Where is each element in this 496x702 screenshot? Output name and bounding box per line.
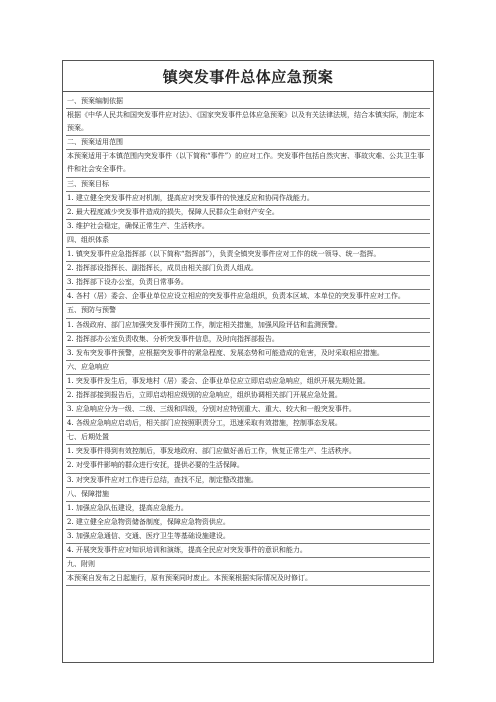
- title-row: [63, 61, 433, 92]
- document-line: 2. 建立健全应急物资储备制度，保障应急物资供应。: [66, 516, 430, 530]
- document-line: 1. 建立健全突发事件应对机制，提高应对突发事件的快速反应和协同作战能力。: [66, 192, 430, 206]
- document-line: 3. 指挥部下设办公室，负责日常事务。: [66, 276, 430, 290]
- document-line: 3. 维护社会稳定，确保正常生产、生活秩序。: [66, 220, 430, 234]
- document-line: 4. 各级应急响应启动后，相关部门应按照职责分工，迅速采取有效措施，控制事态发展。: [66, 417, 430, 431]
- document-line: 3. 对突发事件应对工作进行总结，查找不足，制定整改措施。: [66, 474, 430, 488]
- document-line: 八、保障措施: [66, 488, 430, 502]
- document-line: 一、预案编制依据: [66, 95, 430, 109]
- document-line: 2. 对受事件影响的群众进行安抚，提供必要的生活保障。: [66, 459, 430, 473]
- document-line: 五、预防与预警: [66, 304, 430, 318]
- document-line: 2. 指挥部接到报告后，立即启动相应级别的应急响应，组织协调相关部门开展应急处置。: [66, 389, 430, 403]
- document-line: 1. 突发事件得到有效控制后，事发地政府、部门应做好善后工作，恢复正常生产、生活秩序。: [66, 445, 430, 459]
- document-line: 四、组织体系: [66, 234, 430, 248]
- document-line: 本预案自发布之日起施行，原有预案同时废止。本预案根据实际情况及时修订。: [66, 572, 430, 586]
- document-line: 二、预案适用范围: [66, 136, 430, 150]
- document-line: 3. 加强应急通信、交通、医疗卫生等基础设施建设。: [66, 530, 430, 544]
- document-line: 3. 发布突发事件预警，应根据突发事件的紧急程度、发展态势和可能造成的危害，及时采取相应措施。: [66, 347, 430, 361]
- document-line: 九、附则: [66, 558, 430, 572]
- document-line: 本预案适用于本镇范围内突发事件（以下简称“事件”）的应对工作。突发事件包括自然灾害、事故灾难、公共卫生事件和社会安全事件。: [66, 150, 430, 177]
- document-line: 2. 指挥部设指挥长、副指挥长，成员由相关部门负责人组成。: [66, 262, 430, 276]
- document-line: 六、应急响应: [66, 361, 430, 375]
- document-line: 2. 指挥部办公室负责收集、分析突发事件信息，及时向指挥部报告。: [66, 333, 430, 347]
- document-title: 镇突发事件总体应急预案: [162, 67, 334, 86]
- document-line: 七、后期处置: [66, 431, 430, 445]
- document-line: 1. 突发事件发生后，事发地村（居）委会、企事业单位应立即启动应急响应，组织开展先期处置。: [66, 375, 430, 389]
- document-line: 2. 最大程度减少突发事件造成的损失，保障人民群众生命财产安全。: [66, 206, 430, 220]
- document-line: 4. 各村（居）委会、企事业单位应设立相应的突发事件应急组织，负责本区域、本单位的突发事件应对工作。: [66, 290, 430, 304]
- document-line: 1. 镇突发事件应急指挥部（以下简称“指挥部”），负责全镇突发事件应对工作的统一领导、统一指挥。: [66, 248, 430, 262]
- document-frame: [62, 60, 434, 663]
- document-body: [63, 92, 433, 586]
- document-line: 根据《中华人民共和国突发事件应对法》、《国家突发事件总体应急预案》以及有关法律法规，结合本镇实际，制定本预案。: [66, 109, 430, 136]
- document-line: 1. 加强应急队伍建设，提高应急能力。: [66, 502, 430, 516]
- document-line: 1. 各级政府、部门应加强突发事件预防工作，制定相关措施，加强风险评估和监测预警。: [66, 319, 430, 333]
- document-line: 3. 应急响应分为一级、二级、三级和四级，分别对应特别重大、重大、较大和一般突发事件。: [66, 403, 430, 417]
- document-line: 4. 开展突发事件应对知识培训和演练，提高全民应对突发事件的意识和能力。: [66, 544, 430, 558]
- document-line: 三、预案目标: [66, 178, 430, 192]
